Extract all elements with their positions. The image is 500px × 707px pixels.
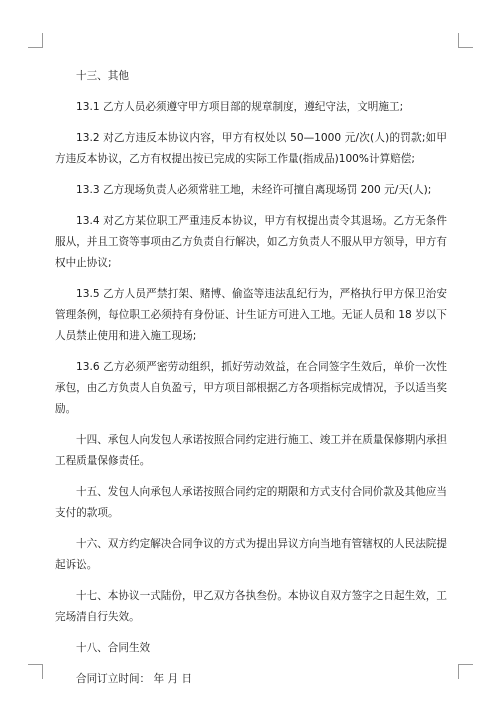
- clause-13-4: 13.4 对乙方某位职工严重违反本协议，甲方有权提出责令其退场。乙方无条件服从，并且工资等事项由乙方负责自行解决，如乙方负责人不服从甲方领导，甲方有权中止协议;: [55, 215, 447, 269]
- clause-13-1: 13.1 乙方人员必须遵守甲方项目部的规章制度，遵纪守法，文明施工;: [76, 101, 404, 113]
- crop-mark-bottom-left: [28, 664, 43, 679]
- clause-13-6: 13.6 乙方必须严密劳动组织，抓好劳动效益，在合同签字生效后，单价一次性承包，由乙方负责人自负盈亏，甲方项目部根据乙方各项指标完成情况，予以适当奖励。: [55, 361, 447, 415]
- section-heading-13: 十三、其他: [76, 70, 129, 82]
- section-17: 十七、本协议一式陆份，甲乙双方各执叁份。本协议自双方签字之日起生效，工完场清自行失效。: [55, 590, 447, 623]
- contract-date-line: 合同订立时间： 年 月 日: [76, 673, 193, 685]
- document-body: [55, 66, 447, 700]
- section-14: 十四、承包人向发包人承诺按照合同约定进行施工、竣工并在质量保修期内承担工程质量保修责任。: [55, 434, 447, 467]
- crop-mark-bottom-right: [458, 664, 473, 679]
- clause-13-3: 13.3 乙方现场负责人必须常驻工地，未经许可擅自离现场罚 200 元/天(人);: [76, 184, 432, 196]
- section-16: 十六、双方约定解决合同争议的方式为提出异议方向当地有管辖权的人民法院提起诉讼。: [55, 538, 447, 571]
- section-heading-18: 十八、合同生效: [76, 642, 151, 654]
- clause-13-2: 13.2 对乙方违反本协议内容，甲方有权处以 50—1000 元/次(人)的罚款;如甲方违反本协议，乙方有权提出按已完成的实际工作量(指成品)100%计算赔偿;: [55, 132, 447, 165]
- clause-13-5: 13.5 乙方人员严禁打架、赌博、偷盗等违法乱纪行为，严格执行甲方保卫治安管理条例，每位职工必须持有身份证、计生证方可进入工地。无证人员和 18 岁以下人员禁止使用和进入施工现场;: [55, 288, 447, 342]
- crop-mark-top-left: [28, 33, 43, 48]
- crop-mark-top-right: [458, 33, 473, 48]
- section-15: 十五、发包人向承包人承诺按照合同约定的期限和方式支付合同价款及其他应当支付的款项。: [55, 486, 447, 519]
